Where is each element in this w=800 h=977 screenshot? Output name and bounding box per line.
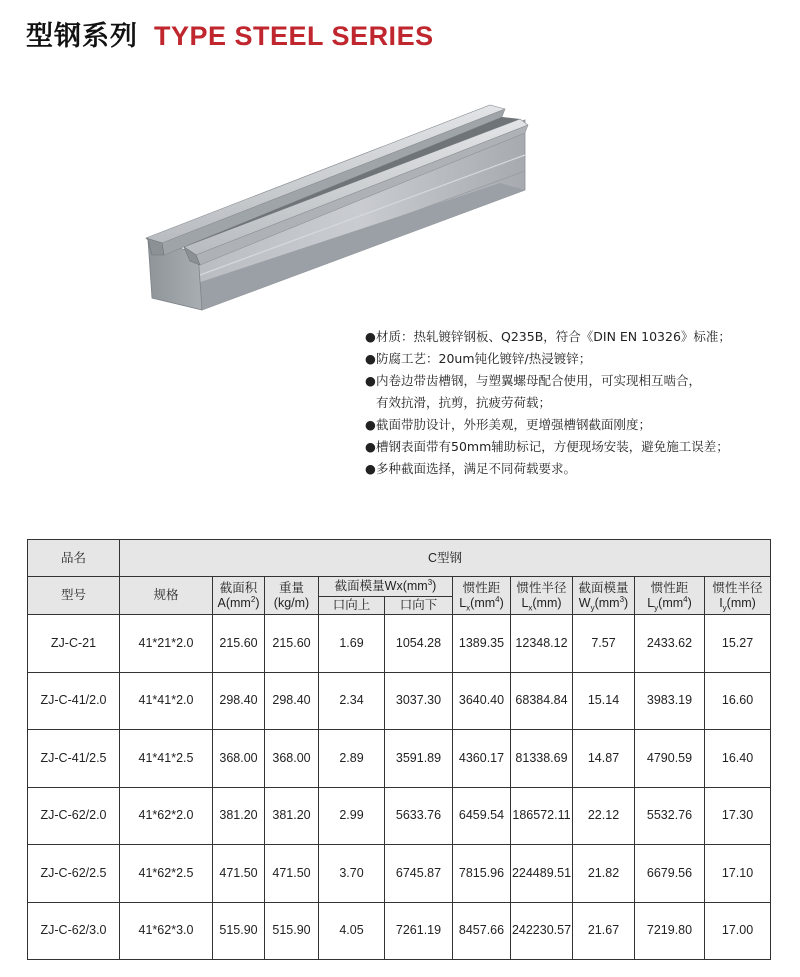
feature-item: ●材质：热轧镀锌钢板、Q235B，符合《DIN EN 10326》标准； [365,329,731,344]
cell-ry: 17.30 [705,787,771,845]
feature-item: ●多种截面选择，满足不同荷载要求。 [365,461,577,476]
cell-wx-up: 2.99 [319,787,385,845]
cell-wy: 21.67 [573,902,635,960]
cell-area: 298.40 [213,672,265,730]
cell-spec: 41*62*2.5 [120,845,213,903]
header-ry: 惯性半径 $I_y(mm)$ [705,577,771,615]
header-model: 型号 [28,577,120,615]
cell-wy: 14.87 [573,730,635,788]
cell-area: 368.00 [213,730,265,788]
cell-iy: 3983.19 [635,672,705,730]
header-weight: 重量 (kg/m) [265,577,319,615]
cell-spec: 41*62*3.0 [120,902,213,960]
feature-item-continuation: 有效抗滑，抗剪，抗疲劳荷载； [376,395,552,410]
cell-area: 515.90 [213,902,265,960]
title-chinese: 型钢系列 [26,21,138,52]
cell-iy: 5532.76 [635,787,705,845]
table-row [28,902,771,960]
cell-spec: 41*41*2.5 [120,730,213,788]
table-row [28,615,771,673]
cell-rx: 224489.51 [511,845,573,903]
cell-wx-down: 1054.28 [385,615,453,673]
cell-wy: 22.12 [573,787,635,845]
header-opening-down: 口向下 [385,597,453,615]
cell-wx-up: 1.69 [319,615,385,673]
cell-rx: 68384.84 [511,672,573,730]
cell-rx: 12348.12 [511,615,573,673]
cell-weight: 215.60 [265,615,319,673]
cell-ry: 16.40 [705,730,771,788]
cell-weight: 368.00 [265,730,319,788]
product-label-cell: 品名 [28,540,120,577]
title-english: TYPE STEEL SERIES [154,21,434,51]
header-area: 截面积 $A(mm^2)$ [213,577,265,615]
cell-ix: 8457.66 [453,902,511,960]
cell-ix: 7815.96 [453,845,511,903]
cell-area: 215.60 [213,615,265,673]
cell-rx: 81338.69 [511,730,573,788]
feature-item: ●防腐工艺：20um钝化镀锌/热浸镀锌； [365,351,592,366]
cell-wx-up: 2.34 [319,672,385,730]
cell-wy: 7.57 [573,615,635,673]
cell-wx-down: 3591.89 [385,730,453,788]
cell-weight: 381.20 [265,787,319,845]
table-row [28,672,771,730]
page-title [26,14,434,50]
cell-wx-down: 5633.76 [385,787,453,845]
header-modulus-wx: 截面模量$Wx(mm^3)$ [319,577,453,597]
cell-weight: 471.50 [265,845,319,903]
table-row [28,845,771,903]
cell-iy: 6679.56 [635,845,705,903]
cell-wx-down: 3037.30 [385,672,453,730]
cell-ix: 4360.17 [453,730,511,788]
cell-ix: 3640.40 [453,672,511,730]
cell-model: ZJ-C-62/2.5 [28,845,120,903]
feature-item: ●内卷边带齿槽钢，与塑翼螺母配合使用，可实现相互啮合， [365,373,702,388]
cell-iy: 2433.62 [635,615,705,673]
cell-rx: 186572.11 [511,787,573,845]
cell-area: 381.20 [213,787,265,845]
cell-ix: 1389.35 [453,615,511,673]
cell-model: ZJ-C-62/2.0 [28,787,120,845]
c-channel-steel-image [130,95,530,320]
cell-ry: 17.10 [705,845,771,903]
cell-wx-down: 6745.87 [385,845,453,903]
cell-spec: 41*62*2.0 [120,787,213,845]
header-rx: 惯性半径 $L_x(mm)$ [511,577,573,615]
cell-ix: 6459.54 [453,787,511,845]
header-iy: 惯性距 $L_y(mm^4)$ [635,577,705,615]
cell-ry: 15.27 [705,615,771,673]
table-row [28,730,771,788]
cell-model: ZJ-C-41/2.5 [28,730,120,788]
cell-model: ZJ-C-41/2.0 [28,672,120,730]
cell-spec: 41*21*2.0 [120,615,213,673]
table-row [28,787,771,845]
cell-wx-up: 4.05 [319,902,385,960]
spec-table [27,539,771,960]
cell-wx-up: 3.70 [319,845,385,903]
cell-iy: 4790.59 [635,730,705,788]
cell-wy: 21.82 [573,845,635,903]
feature-list [365,326,790,480]
header-ix: 惯性距 $L_x(mm^4)$ [453,577,511,615]
cell-ry: 16.60 [705,672,771,730]
feature-item: ●截面带肋设计，外形美观，更增强槽钢截面刚度； [365,417,652,432]
cell-weight: 298.40 [265,672,319,730]
cell-rx: 242230.57 [511,902,573,960]
cell-weight: 515.90 [265,902,319,960]
cell-area: 471.50 [213,845,265,903]
header-wy: 截面模量 $W_y(mm^3)$ [573,577,635,615]
cell-wx-down: 7261.19 [385,902,453,960]
cell-wx-up: 2.89 [319,730,385,788]
cell-iy: 7219.80 [635,902,705,960]
feature-item: ●槽钢表面带有50mm辅助标记，方便现场安装，避免施工误差； [365,439,729,454]
cell-ry: 17.00 [705,902,771,960]
cell-model: ZJ-C-62/3.0 [28,902,120,960]
header-opening-up: 口向上 [319,597,385,615]
product-value-cell: C型钢 [120,540,771,577]
cell-wy: 15.14 [573,672,635,730]
cell-spec: 41*41*2.0 [120,672,213,730]
header-spec: 规格 [120,577,213,615]
cell-model: ZJ-C-21 [28,615,120,673]
